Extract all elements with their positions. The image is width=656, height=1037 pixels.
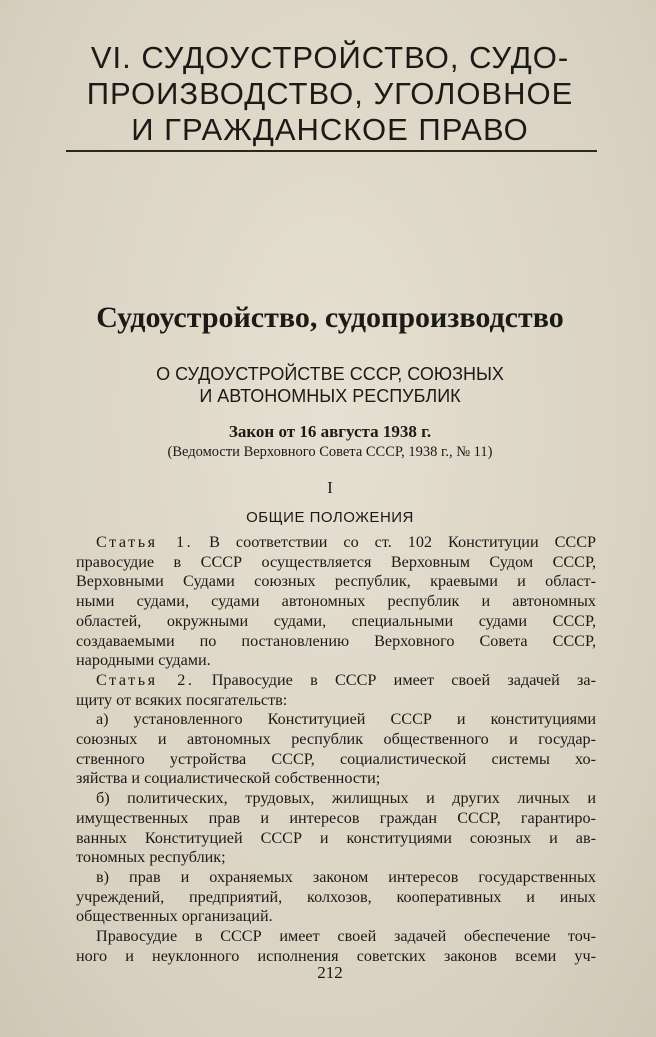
text-line: создаваемыми по постановлению Верховного Совета СССР, [76, 631, 596, 650]
text-line: Верховными Судами союзных республик, краевыми и област- [76, 572, 596, 591]
section-title-line: ПРОИЗВОДСТВО, УГОЛОВНОЕ [86, 76, 574, 111]
article-1-label: Статья 1. [96, 533, 194, 551]
part-number: I [327, 478, 333, 497]
text-line: щиту от всяких посягательств: [76, 690, 288, 709]
body-text [76, 533, 596, 966]
section-divider [66, 150, 597, 152]
page-number: 212 [317, 963, 343, 982]
text-line: ственного устройства СССР, социалистической системы хо- [76, 749, 596, 768]
text-line: учреждений, предприятий, колхозов, кооперативных и иных [76, 887, 596, 906]
text-line: в) прав и охраняемых законом интересов государственных [96, 867, 596, 886]
text-line: союзных и автономных республик общественного и государ- [76, 730, 596, 749]
law-source: (Ведомости Верховного Совета СССР, 1938 г., № 11) [167, 444, 493, 460]
chapter-title: Судоустройство, судопроизводство [96, 301, 564, 334]
law-title-line: О СУДОУСТРОЙСТВЕ СССР, СОЮЗНЫХ [156, 364, 504, 384]
text-line: ного и неуклонного исполнения советских законов всеми уч- [76, 946, 596, 965]
text-line: б) политических, трудовых, жилищных и других личных и [96, 789, 596, 808]
article-2-label: Статья 2. [96, 670, 195, 689]
text-line: Правосудие в СССР имеет своей задачей за- [194, 670, 596, 689]
text-line: зяйства и социалистической собственности; [76, 769, 381, 788]
text-line: а) установленного Конституцией СССР и конституциями [96, 710, 596, 729]
text-line: правосудие в СССР осуществляется Верховным Судом СССР, [76, 552, 596, 571]
text-line: Правосудие в СССР имеет своей задачей обеспечение точ- [96, 927, 596, 946]
text-line: народными судами. [76, 651, 211, 670]
section-title-line: И ГРАЖДАНСКОЕ ПРАВО [131, 112, 529, 147]
text-line: В соответствии со ст. 102 Конституции СССР [193, 533, 596, 551]
text-line: имущественных прав и интересов граждан СССР, гарантиро- [76, 808, 596, 827]
law-title-line: И АВТОНОМНЫХ РЕСПУБЛИК [199, 386, 461, 406]
law-date: Закон от 16 августа 1938 г. [228, 422, 432, 441]
text-line: ванных Конституцией СССР и конституциями союзных и ав- [76, 828, 596, 847]
text-line: ными судами, судами автономных республик и автономных [76, 592, 596, 611]
part-title: ОБЩИЕ ПОЛОЖЕНИЯ [246, 509, 414, 526]
text-line: общественных организаций. [76, 907, 273, 926]
text-line: тономных республик; [76, 848, 226, 867]
article-1-first-line [76, 533, 596, 553]
text-line: областей, окружными судами, специальными судами СССР, [76, 611, 596, 630]
law-title [60, 363, 600, 407]
section-title [60, 40, 600, 148]
article-2-first-line [76, 671, 596, 691]
section-title-line: VI. СУДОУСТРОЙСТВО, СУДО- [90, 40, 570, 75]
